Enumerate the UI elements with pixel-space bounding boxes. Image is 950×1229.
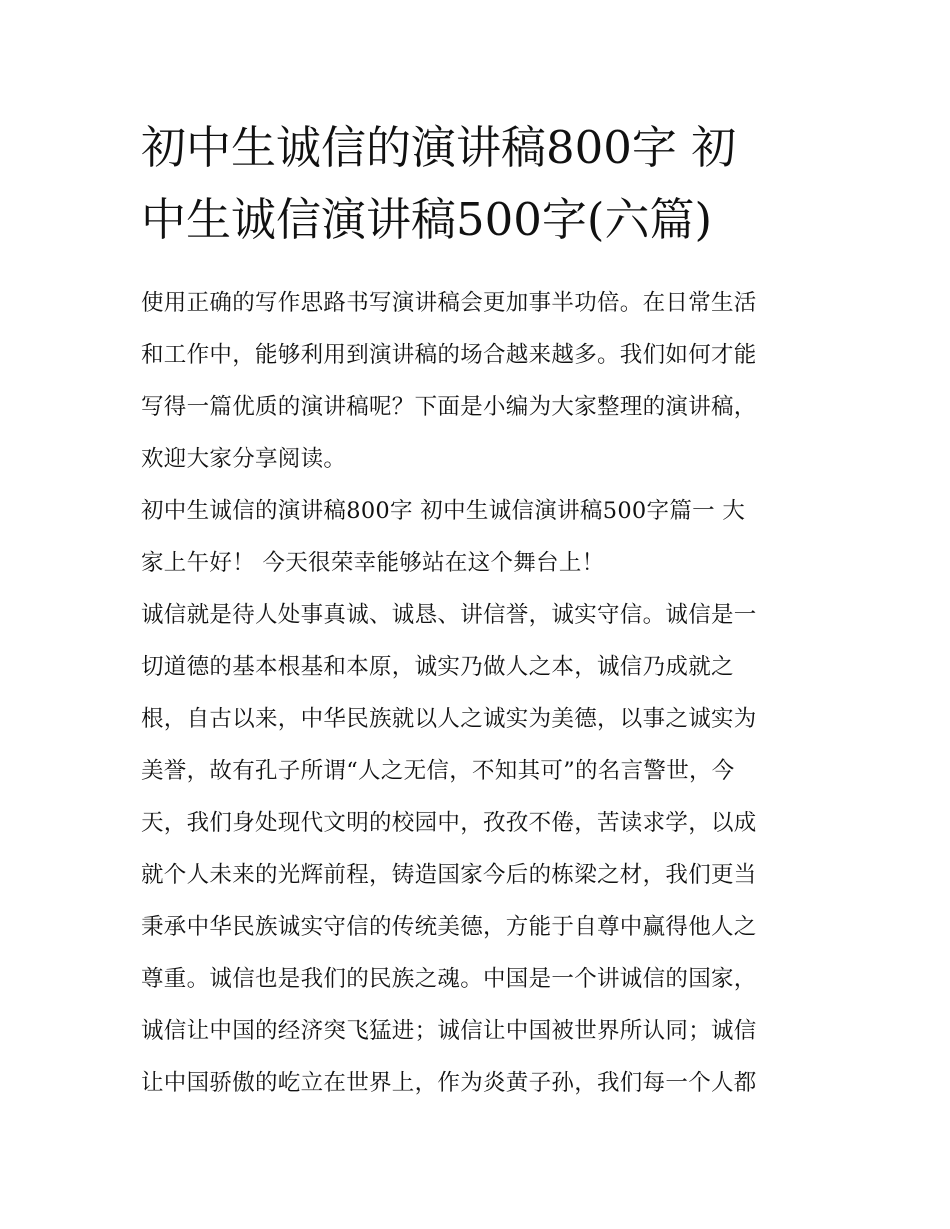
paragraph-intro	[141, 277, 813, 485]
text-line: 家上午好！ 今天很荣幸能够站在这个舞台上！	[141, 550, 605, 576]
text-line: 美誉，故有孔子所谓“人之无信，不知其可”的名言警世，今	[141, 758, 735, 784]
title-line: 中生诚信演讲稿500字(六篇)	[141, 193, 713, 246]
text-line: 就个人未来的光辉前程，铸造国家今后的栋梁之材，我们更当	[141, 862, 757, 888]
text-line: 尊重。诚信也是我们的民族之魂。中国是一个讲诚信的国家，	[141, 966, 757, 992]
text-line: 和工作中，能够利用到演讲稿的场合越来越多。我们如何才能	[141, 342, 757, 368]
document-title	[141, 112, 813, 256]
text-line: 诚信让中国的经济突飞猛进；诚信让中国被世界所认同；诚信	[141, 1018, 757, 1044]
text-line: 初中生诚信的演讲稿800字 初中生诚信演讲稿500字篇一 大	[141, 498, 746, 524]
title-line: 初中生诚信的演讲稿800字 初	[141, 121, 737, 174]
text-line: 写得一篇优质的演讲稿呢？下面是小编为大家整理的演讲稿，	[141, 394, 757, 420]
text-line: 让中国骄傲的屹立在世界上，作为炎黄子孙，我们每一个人都	[141, 1070, 757, 1096]
text-line: 天，我们身处现代文明的校园中，孜孜不倦，苦读求学，以成	[141, 810, 757, 836]
paragraph-heading	[141, 485, 813, 589]
document-body	[141, 112, 813, 1109]
text-line: 秉承中华民族诚实守信的传统美德，方能于自尊中赢得他人之	[141, 914, 757, 940]
paragraph-main	[141, 589, 813, 1109]
text-line: 欢迎大家分享阅读。	[141, 446, 347, 472]
text-line: 诚信就是待人处事真诚、诚恳、讲信誉，诚实守信。诚信是一	[141, 602, 757, 628]
text-line: 切道德的基本根基和本原，诚实乃做人之本，诚信乃成就之	[141, 654, 734, 680]
text-line: 根，自古以来，中华民族就以人之诚实为美德，以事之诚实为	[141, 706, 757, 732]
text-line: 使用正确的写作思路书写演讲稿会更加事半功倍。在日常生活	[141, 290, 757, 316]
